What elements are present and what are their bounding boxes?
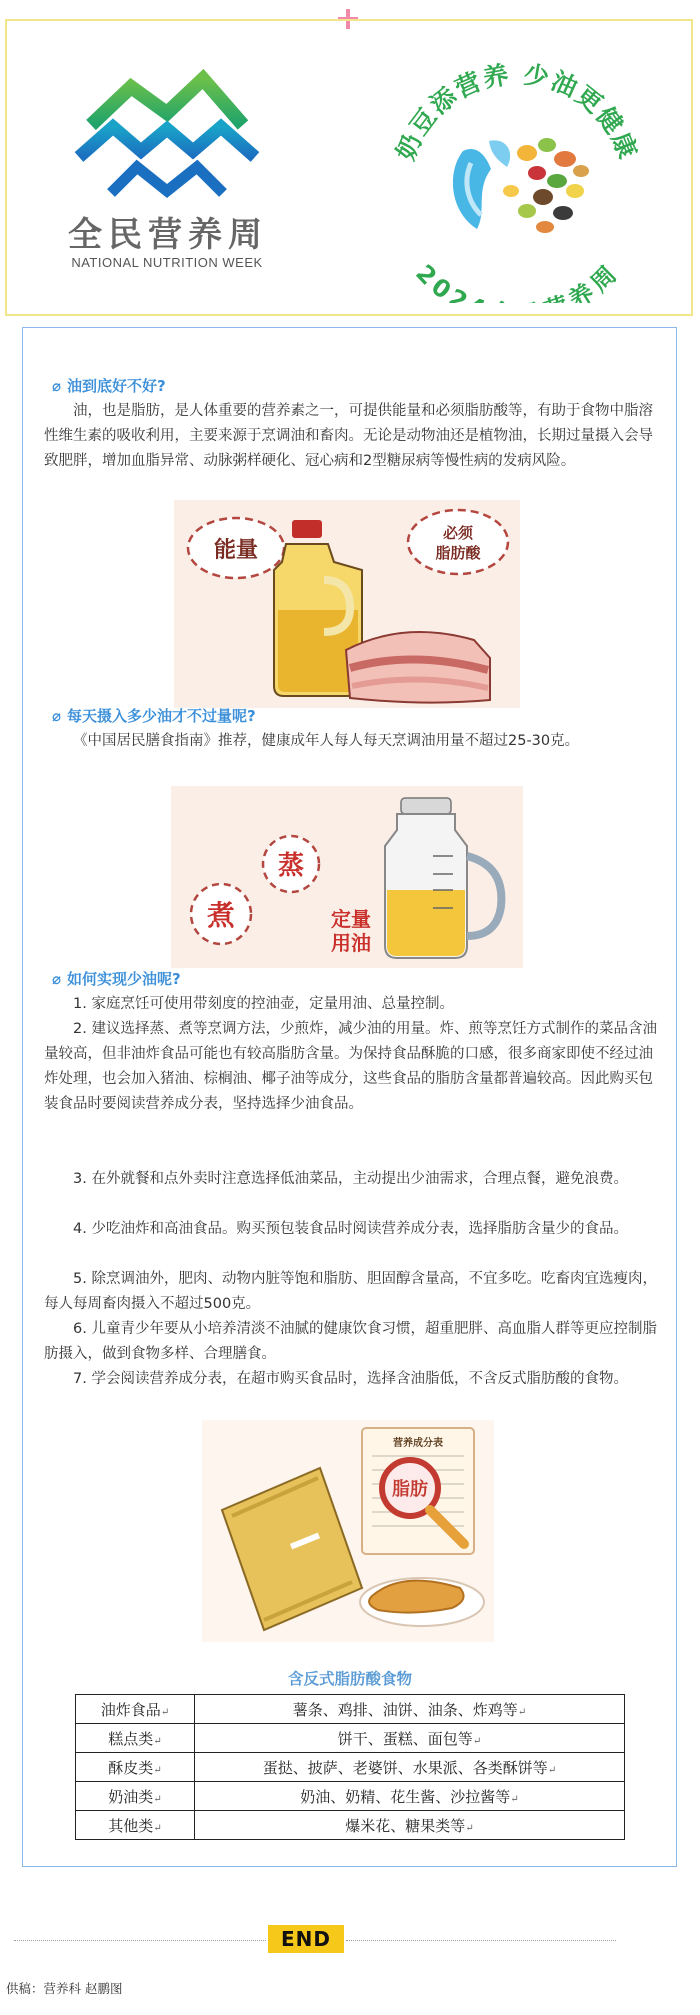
category-cell: 酥皮类 ↵: [76, 1753, 195, 1782]
trans-fat-table: [75, 1694, 625, 1840]
paragraph: 3. 在外就餐和点外卖时注意选择低油菜品，主动提出少油需求，合理点餐，避免浪费。: [73, 1171, 628, 1187]
end-divider-right: [346, 1940, 616, 1941]
items-cell: 薯条、鸡排、油饼、油条、炸鸡等 ↵: [195, 1695, 625, 1724]
boil-label: 煮: [206, 899, 236, 932]
table-row: [76, 1753, 625, 1782]
national-nutrition-week-logo: [51, 65, 283, 289]
section-heading-text: 油到底好不好?: [67, 377, 166, 395]
diameter-icon: ⌀: [52, 377, 62, 395]
section-heading-daily-oil: [52, 705, 256, 726]
fatty-acid-label-1: 必须: [442, 524, 474, 542]
measured-oil-label-2: 用油: [331, 931, 371, 955]
paragraph: 4. 少吃油炸和高油食品。购买预包装食品时阅读营养成分表，选择脂肪含量少的食品。: [73, 1221, 628, 1237]
items-cell: 蛋挞、披萨、老婆饼、水果派、各类酥饼等 ↵: [195, 1753, 625, 1782]
paragraph: 7. 学会阅读营养成分表，在超市购买食品时，选择含油脂低，不含反式脂肪酸的食物。: [73, 1371, 628, 1387]
credit-line: 供稿：营养科 赵鹏图: [6, 1981, 123, 1996]
magnifier-label: 脂肪: [392, 1479, 428, 1500]
mountain-logo-icon: [51, 65, 283, 205]
table-row: [76, 1724, 625, 1753]
items-cell: 奶油、奶精、花生酱、沙拉酱等 ↵: [195, 1782, 625, 1811]
steam-boil-oil-jug-illustration: [171, 786, 523, 968]
table-row: [76, 1782, 625, 1811]
end-divider-left: [14, 1940, 266, 1941]
nutrition-label-snacks-illustration: [202, 1420, 494, 1642]
paragraph: 1. 家庭烹饪可使用带刻度的控油壶，定量用油、总量控制。: [73, 996, 454, 1012]
table-row: [76, 1695, 625, 1724]
trans-fat-table-title: 含反式脂肪酸食物: [287, 1669, 412, 1688]
paragraph: 油，也是脂肪，是人体重要的营养素之一，可提供能量和必须脂肪酸等，有助于食物中脂溶性维生素的吸收利用，主要来源于烹调油和畜肉。无论是动物油还是植物油，长期过量摄入会导致肥胖，增加血脂异常、动脉粥样硬化、冠心病和2型糖尿病等慢性病的发病风险。: [44, 403, 653, 469]
paragraph: 6. 儿童青少年要从小培养清淡不油腻的健康饮食习惯，超重肥胖、高血脂人群等更应控制脂肪摄入，做到食物多样、合理膳食。: [44, 1321, 657, 1362]
end-badge: END: [268, 1925, 344, 1953]
category-cell: 糕点类 ↵: [76, 1724, 195, 1753]
section-heading-how-reduce: [52, 968, 181, 989]
paragraph: 2. 建议选择蒸、煮等烹调方法，少煎炸，减少油的用量。炸、煎等烹饪方式制作的菜品含油量较高，但非油炸食品可能也有较高脂肪含量。为保持食品酥脆的口感，很多商家即使不经过油炸处理，也会加入猪油、棕榈油、椰子油等成分，这些食品的脂肪含量都普遍较高。因此购买包装食品时要阅读营养成分表，坚持选择少油食品。: [44, 1021, 657, 1112]
items-cell: 爆米花、糖果类等 ↵: [195, 1811, 625, 1840]
items-cell: 饼干、蛋糕、面包等 ↵: [195, 1724, 625, 1753]
section-heading-text: 如何实现少油呢?: [67, 970, 181, 988]
diameter-icon: ⌀: [52, 707, 62, 725]
emblem-slogan: 奶豆添营养 少油更健康: [390, 59, 644, 165]
fatty-acid-label-2: 脂肪酸: [435, 544, 481, 562]
emblem-event: 202 养周: [410, 259, 624, 303]
svg-text:奶豆添营养 少油更健康: [391, 60, 643, 165]
section-heading-oil-good: [52, 375, 166, 396]
oil-and-meat-illustration: [174, 500, 520, 708]
svg-text:2024全民营养周: [410, 259, 623, 303]
category-cell: 奶油类 ↵: [76, 1782, 195, 1811]
section-heading-text: 每天摄入多少油才不过量呢?: [67, 707, 256, 725]
header-banner: [5, 19, 693, 316]
table-row: [76, 1811, 625, 1840]
measured-oil-label-1: 定量: [331, 907, 371, 931]
steam-label: 蒸: [277, 851, 305, 881]
nutrition-table-title: 营养成分表: [393, 1438, 443, 1449]
paragraph: 《中国居民膳食指南》推荐，健康成年人每人每天烹调油用量不超过25-30克。: [73, 733, 580, 749]
logo-chinese-text: 全民营养周: [68, 215, 268, 255]
logo-english-text: NATIONAL NUTRITION WEEK: [71, 255, 263, 270]
category-cell: 其他类 ↵: [76, 1811, 195, 1840]
paragraph: 5. 除烹调油外，肥肉、动物内脏等饱和脂肪、胆固醇含量高，不宜多吃。吃畜肉宜选瘦肉，每人每周畜肉摄入不超过500克。: [44, 1271, 657, 1312]
theme-emblem: [367, 41, 667, 303]
energy-label: 能量: [213, 538, 259, 563]
diameter-icon: ⌀: [52, 970, 62, 988]
category-cell: 油炸食品 ↵: [76, 1695, 195, 1724]
